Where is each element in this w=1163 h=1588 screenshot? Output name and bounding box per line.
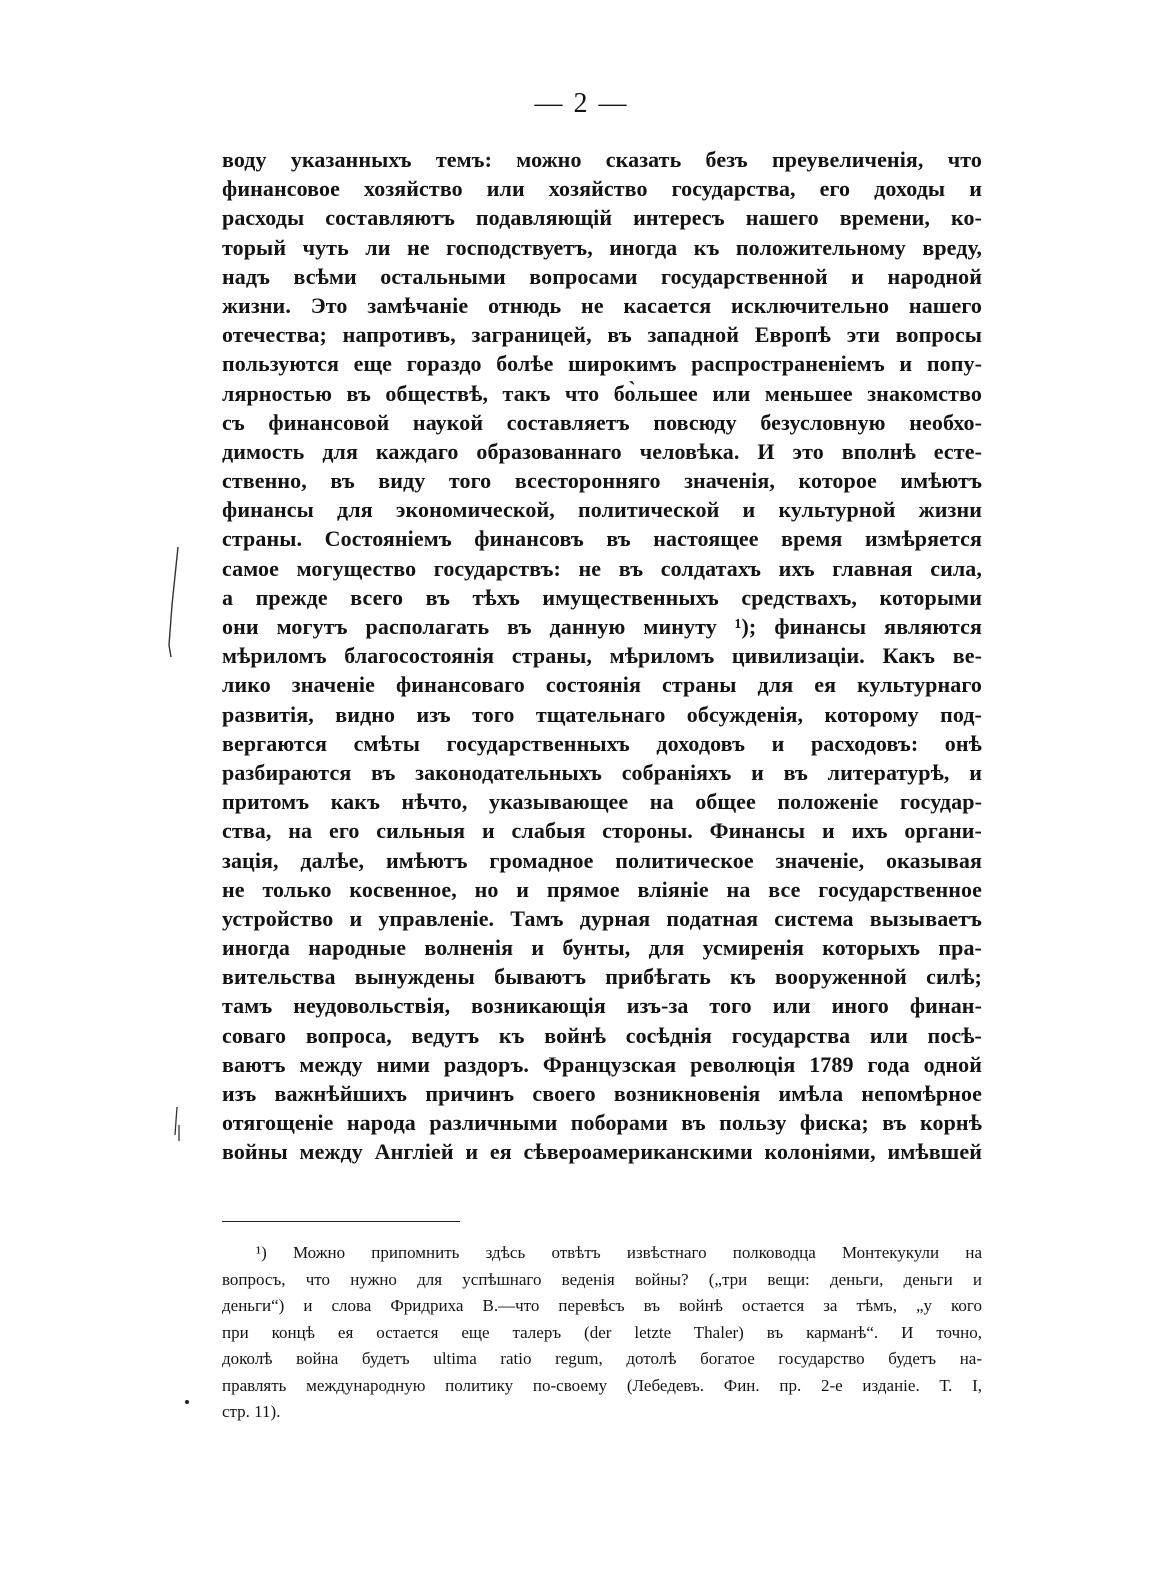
body-line: вительства вынуждены бываютъ прибѣгать къ вооруженной силѣ; <box>222 964 982 990</box>
body-line: отечества; напротивъ, заграницей, въ западной Европѣ эти вопросы <box>222 322 982 348</box>
body-line: тамъ неудовольствія, возникающія изъ-за того или иного финан- <box>222 993 982 1019</box>
body-line: съ финансовой наукой составляетъ повсюду безусловную необхо- <box>222 409 982 435</box>
body-line: торый чуть ли не господствуетъ, иногда къ положительному вреду, <box>222 234 982 260</box>
body-line: соваго вопроса, ведутъ къ войнѣ сосѣднія государства или посѣ- <box>222 1022 982 1048</box>
footnote-line: правлять международную политику по-своему (Лебедевъ. Фин. пр. 2-е изданіе. Т. I, <box>222 1375 982 1395</box>
footnote-line: стр. 11). <box>222 1402 281 1421</box>
body-line: лико значеніе финансоваго состоянія страны для ея культурнаго <box>222 672 982 698</box>
footnote-separator <box>222 1221 460 1222</box>
body-line: ваютъ между ними раздоръ. Французская революція 1789 года одной <box>222 1051 982 1077</box>
body-line: мѣриломъ благосостоянія страны, мѣриломъ цивилизаціи. Какъ ве- <box>222 643 982 669</box>
footnote-line: деньги“) и слова Фридриха В.—что перевѣсъ въ войнѣ остается за тѣмъ, „у кого <box>222 1296 982 1315</box>
footnote-line: ¹) Можно припомнить здѣсь отвѣтъ извѣстнаго полководца Монтекукули на <box>256 1243 982 1262</box>
body-line: войны между Англіей и ея сѣвероамериканскими колоніями, имѣвшей <box>222 1139 982 1165</box>
body-line: ственно, въ виду того всесторонняго значенія, которое имѣютъ <box>222 468 982 494</box>
body-line: жизни. Это замѣчаніе отнюдь не касается исключительно нашего <box>222 292 982 318</box>
footnotes <box>222 1240 982 1426</box>
footnote-line: доколѣ война будетъ ultima ratio regum, дотолѣ богатое государство будетъ на- <box>222 1349 982 1368</box>
footnote-line: при концѣ ея остается еще талеръ (der letzte Thaler) въ карманѣ“. И точно, <box>222 1322 982 1342</box>
body-line: они могутъ располагать въ данную минуту ¹); финансы являются <box>222 614 982 639</box>
body-line: самое могущество государствъ: не въ солдатахъ ихъ главная сила, <box>222 555 982 581</box>
body-line: расходы составляютъ подавляющій интересъ нашего времени, ко- <box>222 205 982 231</box>
body-line: финансовое хозяйство или хозяйство государства, его доходы и <box>222 176 982 202</box>
body-line: воду указанныхъ темъ: можно сказать безъ преувеличенія, что <box>222 147 982 172</box>
body-line: разбираются въ законодательныхъ собраніяхъ и въ литературѣ, и <box>222 759 982 785</box>
body-line: ства, на его сильныя и слабыя стороны. Финансы и ихъ органи- <box>222 818 982 844</box>
body-line: пользуются еще гораздо болѣе широкимъ распространеніемъ и попу- <box>222 351 982 377</box>
body-line: димость для каждаго образованнаго человѣка. И это вполнѣ есте- <box>222 438 982 464</box>
body-line: вергаются смѣты государственныхъ доходовъ и расходовъ: онѣ <box>222 730 982 756</box>
body-line: устройство и управленіе. Тамъ дурная податная система вызываетъ <box>222 905 982 931</box>
body-line: надъ всѣми остальными вопросами государственной и народной <box>222 263 982 289</box>
body-line: зація, далѣе, имѣютъ громадное политическое значеніе, оказывая <box>222 847 982 873</box>
page-number: — 2 — <box>534 88 629 119</box>
body-line: развитія, видно изъ того тщательнаго обсужденія, которому под- <box>222 701 982 727</box>
margin-pencil-mark-2 <box>170 1105 182 1145</box>
body-line: страны. Состояніемъ финансовъ въ настоящее время измѣряется <box>222 526 982 552</box>
body-line: а прежде всего въ тѣхъ имущественныхъ средствахъ, которыми <box>222 584 982 610</box>
body-text <box>222 145 982 1167</box>
body-line: изъ важнѣйшихъ причинъ своего возникновенія имѣла непомѣрное <box>222 1081 982 1106</box>
body-line: отягощеніе народа различными поборами въ пользу фиска; въ корнѣ <box>222 1110 982 1136</box>
footnote-line: вопросъ, что нужно для успѣшнаго веденія войны? („три вещи: деньги, деньги и <box>222 1269 982 1289</box>
body-line: притомъ какъ нѣчто, указывающее на общее положеніе государ- <box>222 789 982 815</box>
margin-pencil-mark <box>166 545 182 665</box>
body-line: не только косвенное, но и прямое вліяніе на все государственное <box>222 876 982 902</box>
margin-dot <box>185 1400 189 1404</box>
body-line: лярностью въ обществѣ, такъ что бо̀льшее или меньшее знакомство <box>222 380 982 406</box>
body-line: финансы для экономической, политической и культурной жизни <box>222 497 982 523</box>
body-line: иногда народные волненія и бунты, для усмиренія которыхъ пра- <box>222 935 982 961</box>
